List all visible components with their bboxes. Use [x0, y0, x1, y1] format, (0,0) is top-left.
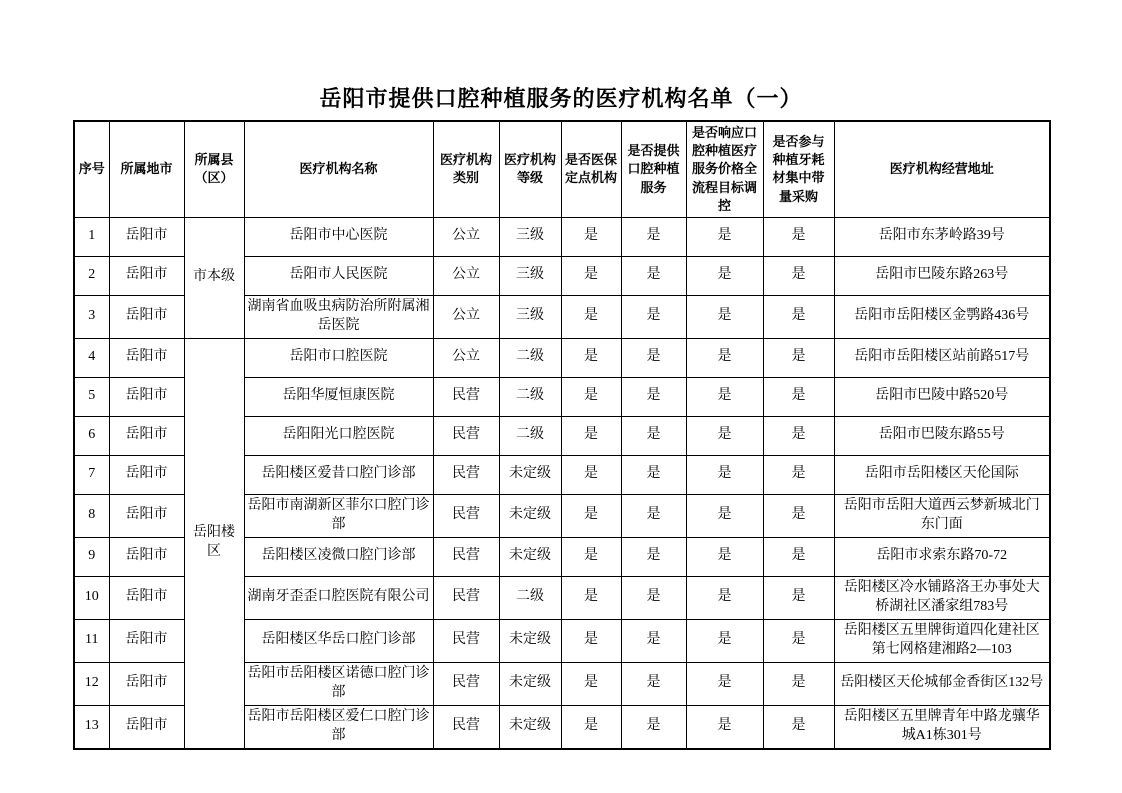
- cell-city: 岳阳市: [109, 494, 184, 537]
- cell-address: 岳阳楼区天伦城郁金香街区132号: [834, 662, 1050, 705]
- cell-category: 民营: [433, 705, 499, 748]
- header-cell-name: 医疗机构名称: [244, 121, 433, 217]
- cell-insurance: 是: [561, 295, 621, 338]
- cell-insurance: 是: [561, 455, 621, 494]
- cell-implant: 是: [621, 377, 686, 416]
- cell-address: 岳阳市巴陵东路55号: [834, 416, 1050, 455]
- cell-implant: 是: [621, 338, 686, 377]
- cell-level: 未定级: [499, 455, 561, 494]
- cell-implant: 是: [621, 619, 686, 662]
- cell-level: 二级: [499, 377, 561, 416]
- cell-level: 未定级: [499, 494, 561, 537]
- cell-insurance: 是: [561, 256, 621, 295]
- cell-procurement: 是: [763, 494, 834, 537]
- cell-price-regulation: 是: [686, 455, 763, 494]
- cell-district-group: 岳阳楼区: [184, 338, 244, 748]
- cell-name: 湖南省血吸虫病防治所附属湘岳医院: [244, 295, 433, 338]
- cell-address: 岳阳市东茅岭路39号: [834, 217, 1050, 256]
- cell-address: 岳阳楼区五里牌街道四化建社区第七网格建湘路2—103: [834, 619, 1050, 662]
- cell-level: 未定级: [499, 705, 561, 748]
- cell-procurement: 是: [763, 619, 834, 662]
- cell-procurement: 是: [763, 256, 834, 295]
- cell-address: 岳阳楼区五里牌青年中路龙骧华城A1栋301号: [834, 705, 1050, 748]
- cell-name: 岳阳市中心医院: [244, 217, 433, 256]
- header-cell-category: 医疗机构类别: [433, 121, 499, 217]
- cell-serial: 10: [74, 576, 109, 619]
- cell-city: 岳阳市: [109, 377, 184, 416]
- cell-price-regulation: 是: [686, 619, 763, 662]
- cell-insurance: 是: [561, 537, 621, 576]
- cell-category: 民营: [433, 416, 499, 455]
- cell-name: 岳阳市岳阳楼区诺德口腔门诊部: [244, 662, 433, 705]
- cell-procurement: 是: [763, 455, 834, 494]
- cell-price-regulation: 是: [686, 338, 763, 377]
- cell-level: 未定级: [499, 619, 561, 662]
- cell-implant: 是: [621, 256, 686, 295]
- cell-address: 岳阳市岳阳大道西云梦新城北门东门面: [834, 494, 1050, 537]
- cell-insurance: 是: [561, 619, 621, 662]
- header-cell-insurance: 是否医保定点机构: [561, 121, 621, 217]
- cell-name: 岳阳楼区华岳口腔门诊部: [244, 619, 433, 662]
- cell-address: 岳阳市求索东路70-72: [834, 537, 1050, 576]
- cell-name: 岳阳市口腔医院: [244, 338, 433, 377]
- cell-level: 未定级: [499, 662, 561, 705]
- cell-price-regulation: 是: [686, 537, 763, 576]
- cell-price-regulation: 是: [686, 217, 763, 256]
- cell-category: 民营: [433, 662, 499, 705]
- cell-procurement: 是: [763, 217, 834, 256]
- cell-serial: 13: [74, 705, 109, 748]
- cell-name: 岳阳市南湖新区菲尔口腔门诊部: [244, 494, 433, 537]
- cell-serial: 7: [74, 455, 109, 494]
- page-title: 岳阳市提供口腔种植服务的医疗机构名单（一）: [319, 86, 803, 111]
- table-row: [74, 338, 1050, 377]
- cell-name: 岳阳阳光口腔医院: [244, 416, 433, 455]
- cell-price-regulation: 是: [686, 705, 763, 748]
- cell-category: 公立: [433, 217, 499, 256]
- cell-city: 岳阳市: [109, 256, 184, 295]
- cell-implant: 是: [621, 494, 686, 537]
- cell-procurement: 是: [763, 416, 834, 455]
- cell-price-regulation: 是: [686, 494, 763, 537]
- cell-address: 岳阳市岳阳楼区天伦国际: [834, 455, 1050, 494]
- cell-serial: 4: [74, 338, 109, 377]
- cell-price-regulation: 是: [686, 256, 763, 295]
- cell-name: 岳阳华厦恒康医院: [244, 377, 433, 416]
- cell-implant: 是: [621, 217, 686, 256]
- cell-category: 民营: [433, 537, 499, 576]
- cell-level: 未定级: [499, 537, 561, 576]
- cell-category: 公立: [433, 256, 499, 295]
- cell-price-regulation: 是: [686, 662, 763, 705]
- cell-city: 岳阳市: [109, 217, 184, 256]
- cell-serial: 12: [74, 662, 109, 705]
- header-cell-district: 所属县（区）: [184, 121, 244, 217]
- cell-procurement: 是: [763, 576, 834, 619]
- cell-category: 民营: [433, 494, 499, 537]
- cell-category: 民营: [433, 377, 499, 416]
- cell-insurance: 是: [561, 494, 621, 537]
- cell-implant: 是: [621, 455, 686, 494]
- institutions-table: [73, 120, 1051, 750]
- cell-city: 岳阳市: [109, 662, 184, 705]
- cell-serial: 1: [74, 217, 109, 256]
- cell-city: 岳阳市: [109, 416, 184, 455]
- cell-procurement: 是: [763, 662, 834, 705]
- header-cell-implant: 是否提供口腔种植服务: [621, 121, 686, 217]
- cell-category: 民营: [433, 576, 499, 619]
- cell-address: 岳阳市巴陵中路520号: [834, 377, 1050, 416]
- cell-implant: 是: [621, 576, 686, 619]
- header-cell-price-regulation: 是否响应口腔种植医疗服务价格全流程目标调控: [686, 121, 763, 217]
- cell-implant: 是: [621, 537, 686, 576]
- header-cell-address: 医疗机构经营地址: [834, 121, 1050, 217]
- cell-address: 岳阳楼区冷水铺路洛王办事处大桥湖社区潘家组783号: [834, 576, 1050, 619]
- cell-name: 湖南牙歪歪口腔医院有限公司: [244, 576, 433, 619]
- cell-serial: 6: [74, 416, 109, 455]
- cell-insurance: 是: [561, 377, 621, 416]
- cell-category: 公立: [433, 338, 499, 377]
- table-row: [74, 217, 1050, 256]
- cell-category: 公立: [433, 295, 499, 338]
- cell-level: 三级: [499, 256, 561, 295]
- cell-procurement: 是: [763, 537, 834, 576]
- cell-city: 岳阳市: [109, 576, 184, 619]
- cell-level: 三级: [499, 295, 561, 338]
- cell-address: 岳阳市岳阳楼区站前路517号: [834, 338, 1050, 377]
- cell-city: 岳阳市: [109, 295, 184, 338]
- cell-insurance: 是: [561, 576, 621, 619]
- cell-level: 二级: [499, 576, 561, 619]
- cell-serial: 11: [74, 619, 109, 662]
- cell-serial: 9: [74, 537, 109, 576]
- cell-serial: 2: [74, 256, 109, 295]
- cell-category: 民营: [433, 619, 499, 662]
- cell-implant: 是: [621, 295, 686, 338]
- cell-insurance: 是: [561, 416, 621, 455]
- cell-address: 岳阳市岳阳楼区金鹗路436号: [834, 295, 1050, 338]
- cell-district-group: 市本级: [184, 217, 244, 338]
- cell-insurance: 是: [561, 705, 621, 748]
- cell-price-regulation: 是: [686, 416, 763, 455]
- cell-price-regulation: 是: [686, 295, 763, 338]
- cell-procurement: 是: [763, 705, 834, 748]
- cell-implant: 是: [621, 416, 686, 455]
- cell-city: 岳阳市: [109, 455, 184, 494]
- cell-procurement: 是: [763, 295, 834, 338]
- cell-price-regulation: 是: [686, 576, 763, 619]
- cell-serial: 5: [74, 377, 109, 416]
- cell-implant: 是: [621, 662, 686, 705]
- header-cell-procurement: 是否参与种植牙耗材集中带量采购: [763, 121, 834, 217]
- cell-serial: 3: [74, 295, 109, 338]
- cell-level: 二级: [499, 338, 561, 377]
- cell-serial: 8: [74, 494, 109, 537]
- cell-insurance: 是: [561, 217, 621, 256]
- cell-implant: 是: [621, 705, 686, 748]
- cell-address: 岳阳市巴陵东路263号: [834, 256, 1050, 295]
- header-row: [74, 121, 1050, 217]
- header-cell-level: 医疗机构等级: [499, 121, 561, 217]
- cell-name: 岳阳市岳阳楼区爱仁口腔门诊部: [244, 705, 433, 748]
- cell-insurance: 是: [561, 338, 621, 377]
- cell-category: 民营: [433, 455, 499, 494]
- cell-price-regulation: 是: [686, 377, 763, 416]
- cell-city: 岳阳市: [109, 619, 184, 662]
- cell-insurance: 是: [561, 662, 621, 705]
- cell-procurement: 是: [763, 338, 834, 377]
- header-cell-city: 所属地市: [109, 121, 184, 217]
- header-cell-serial: 序号: [74, 121, 109, 217]
- cell-name: 岳阳市人民医院: [244, 256, 433, 295]
- cell-city: 岳阳市: [109, 338, 184, 377]
- cell-level: 三级: [499, 217, 561, 256]
- cell-procurement: 是: [763, 377, 834, 416]
- cell-city: 岳阳市: [109, 537, 184, 576]
- cell-level: 二级: [499, 416, 561, 455]
- cell-name: 岳阳楼区爱昔口腔门诊部: [244, 455, 433, 494]
- cell-city: 岳阳市: [109, 705, 184, 748]
- cell-name: 岳阳楼区凌微口腔门诊部: [244, 537, 433, 576]
